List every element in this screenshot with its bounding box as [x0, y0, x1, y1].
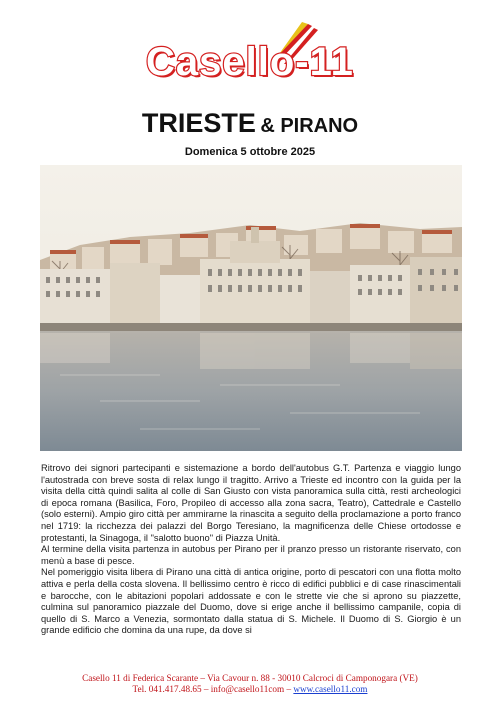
- itinerary-paragraph-2: Al termine della visita partenza in autobus per Pirano per il pranzo presso un ristorante riservato, con menù a base di pesce.: [41, 544, 461, 566]
- footer-contacts: [0, 684, 500, 695]
- trip-date: Domenica 5 ottobre 2025: [184, 146, 316, 158]
- trieste-photo: [40, 165, 462, 451]
- footer: [0, 673, 500, 695]
- title-secondary: & PIRANO: [260, 115, 359, 137]
- title-main: TRIESTE: [141, 108, 256, 138]
- casello11-logo: [146, 18, 366, 88]
- website-link[interactable]: www.casello11.com: [293, 684, 368, 694]
- itinerary-paragraph-1: Ritrovo dei signori partecipanti e sistemazione a bordo dell'autobus G.T. Partenza e viaggio lungo l'autostrada con breve sosta di relax lungo il tragitto. Arrivo a Trieste ed incontro con la guida per la visita della città quindi salita al colle di San Giusto con vista panoramica sulla città, resti archeologici di epoca romana (Basilica, Foro, Propileo di accesso alla zona sacra, Teatro), Cattedrale e Castello (solo esterni). Ampio giro città per ammirarne la rinascita a seguito della proclamazione a porto franco nel 1719: la ricchezza dei palazzi del Borgo Teresiano, la magnificenza delle Chiese ortodosse e protestanti, la Sinagoga, il "salotto buono" di Piazza Unità.: [41, 463, 461, 543]
- footer-address: Casello 11 di Federica Scarante – Via Cavour n. 88 - 30010 Calcroci di Camponogara (VE): [82, 673, 418, 683]
- page-title: [0, 108, 500, 139]
- itinerary-paragraph-3: Nel pomeriggio visita libera di Pirano una città di antica origine, porto di pescatori con una flotta molto attiva e perla della costa slovena. Il bellissimo centro è ricco di edifici pubblici e di case rinascimentali e barocche, con le abitazioni popolari addossate e con le strette vie che si aprono su piazzette, culmina sul panoramico piazzale del Duomo, dove si erige anche il bellissimo campanile, copia di quello di S. Marco a Venezia, sormontato dalla statua di S. Michele. Il Duomo di S. Giorgio è un grande edificio che domina da una rupe, da dove si: [41, 567, 461, 636]
- itinerary-text: [41, 463, 461, 637]
- footer-phone-email: Tel. 041.417.48.65 – info@casello11com –: [132, 684, 294, 694]
- logo-wordmark: Casello‑11: [146, 40, 354, 84]
